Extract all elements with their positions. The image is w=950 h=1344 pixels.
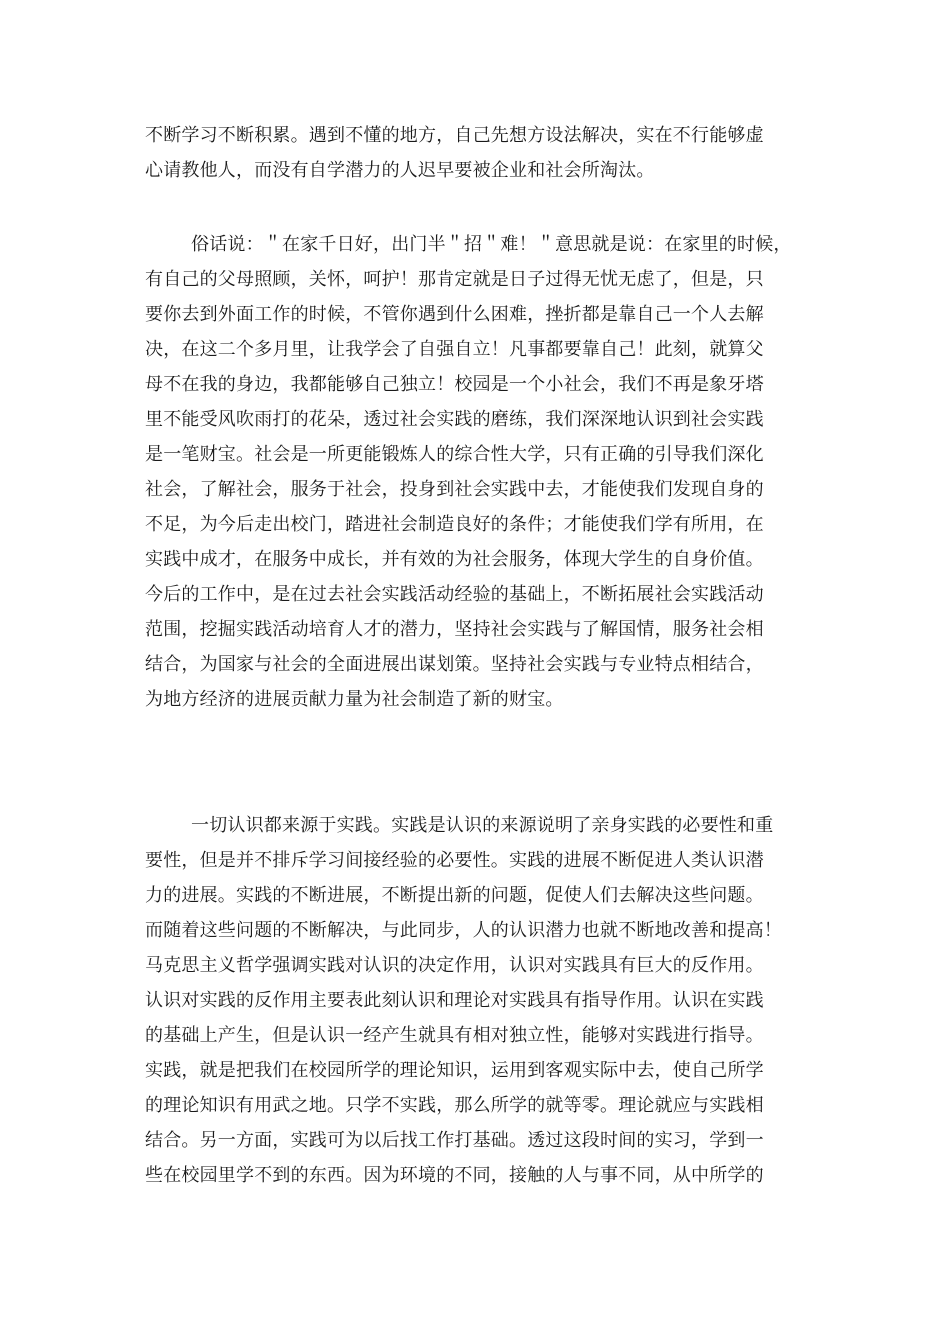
paragraph-line: 是一笔财宝。社会是一所更能锻炼人的综合性大学，只有正确的引导我们深化 xyxy=(145,444,764,465)
paragraph-line: 的基础上产生，但是认识一经产生就具有相对独立性，能够对实践进行指导。 xyxy=(145,1025,764,1046)
paragraph-line: 马克思主义哲学强调实践对认识的决定作用，认识对实践具有巨大的反作用。 xyxy=(145,955,764,976)
paragraph-line: 结合。另一方面，实践可为以后找工作打基础。透过这段时间的实习，学到一 xyxy=(145,1130,764,1151)
paragraph-line: 要你去到外面工作的时候，不管你遇到什么困难，挫折都是靠自己一个人去解 xyxy=(145,304,764,325)
paragraph-line: 而随着这些问题的不断解决，与此同步，人的认识潜力也就不断地改善和提高！ xyxy=(145,920,782,941)
paragraph-2 xyxy=(145,227,805,717)
paragraph-line: 实践，就是把我们在校园所学的理论知识，运用到客观实际中去，使自己所学 xyxy=(145,1060,764,1081)
paragraph-line: 的理论知识有用武之地。只学不实践，那么所学的就等零。理论就应与实践相 xyxy=(145,1095,764,1116)
paragraph-line: 社会，了解社会，服务于社会，投身到社会实践中去，才能使我们发现自身的 xyxy=(145,479,764,500)
paragraph-line: 不断学习不断积累。遇到不懂的地方，自己先想方设法解决，实在不行能够虚 xyxy=(145,125,764,146)
paragraph-line: 心请教他人，而没有自学潜力的人迟早要被企业和社会所淘汰。 xyxy=(145,160,655,181)
paragraph-line: 俗话说：＂在家千日好，出门半＂招＂难！＂意思就是说：在家里的时候， xyxy=(191,234,792,255)
paragraph-line: 结合，为国家与社会的全面进展出谋划策。坚持社会实践与专业特点相结合， xyxy=(145,654,764,675)
paragraph-line: 决，在这二个多月里，让我学会了自强自立！凡事都要靠自己！此刻，就算父 xyxy=(145,339,764,360)
paragraph-1 xyxy=(145,118,805,188)
paragraph-3 xyxy=(145,808,805,1193)
paragraph-line: 些在校园里学不到的东西。因为环境的不同，接触的人与事不同，从中所学的 xyxy=(145,1165,764,1186)
paragraph-line: 力的进展。实践的不断进展，不断提出新的问题，促使人们去解决这些问题。 xyxy=(145,885,764,906)
paragraph-line: 要性，但是并不排斥学习间接经验的必要性。实践的进展不断促进人类认识潜 xyxy=(145,850,764,871)
paragraph-line: 今后的工作中，是在过去社会实践活动经验的基础上，不断拓展社会实践活动 xyxy=(145,584,764,605)
paragraph-line: 母不在我的身边，我都能够自己独立！校园是一个小社会，我们不再是象牙塔 xyxy=(145,374,764,395)
paragraph-line: 认识对实践的反作用主要表此刻认识和理论对实践具有指导作用。认识在实践 xyxy=(145,990,764,1011)
paragraph-line: 实践中成才，在服务中成长，并有效的为社会服务，体现大学生的自身价值。 xyxy=(145,549,764,570)
paragraph-line: 范围，挖掘实践活动培育人才的潜力，坚持社会实践与了解国情，服务社会相 xyxy=(145,619,764,640)
paragraph-line: 一切认识都来源于实践。实践是认识的来源说明了亲身实践的必要性和重 xyxy=(191,815,774,836)
paragraph-line: 有自己的父母照顾，关怀，呵护！那肯定就是日子过得无忧无虑了，但是，只 xyxy=(145,269,764,290)
paragraph-line: 为地方经济的进展贡献力量为社会制造了新的财宝。 xyxy=(145,689,564,710)
paragraph-line: 里不能受风吹雨打的花朵，透过社会实践的磨练，我们深深地认识到社会实践 xyxy=(145,409,764,430)
paragraph-line: 不足，为今后走出校门，踏进社会制造良好的条件；才能使我们学有所用，在 xyxy=(145,514,764,535)
